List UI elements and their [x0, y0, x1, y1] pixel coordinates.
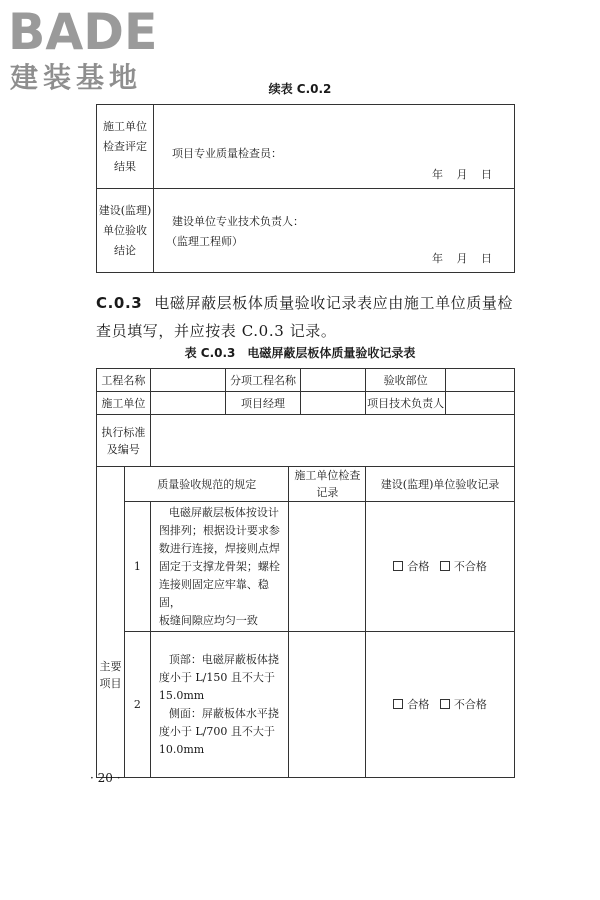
table-row	[97, 467, 515, 502]
clause-paragraph	[96, 289, 526, 345]
clause-line: 数进行连接，焊接则点焊	[158, 541, 280, 555]
label-line: 施工单位	[103, 119, 147, 133]
contractor-label: 施工单位	[97, 392, 151, 415]
main-items-label	[97, 467, 125, 778]
pass-label: 合格	[407, 560, 430, 573]
record-table	[96, 368, 515, 778]
caption-title: 电磁屏蔽层板体质量验收记录表	[247, 346, 416, 360]
item-clause	[150, 502, 289, 632]
clause-text: 电磁屏蔽层板体质量验收记录表应由施工单位质量检查员填写，并应按表 C.0.3 记录。	[96, 294, 514, 340]
contractor-record-column-header: 施工单位检查记录	[289, 467, 366, 502]
clause-line: 图排列；根据设计要求参	[158, 523, 280, 537]
sub-project-value	[301, 369, 366, 392]
label-line: 建设(监理)	[98, 203, 152, 217]
signer-sublabel: （监理工程师）	[166, 235, 243, 248]
clause-line: 板缝间隙应均匀一致	[158, 613, 258, 627]
contractor-value	[150, 392, 225, 415]
pass-label: 合格	[407, 698, 430, 711]
contractor-record-cell	[289, 502, 366, 632]
item-number: 1	[124, 502, 150, 632]
record-table-caption	[0, 344, 600, 361]
clause-line: 侧面：屏蔽板体水平挠	[168, 706, 279, 720]
group-label-line: 主要	[99, 659, 122, 673]
continued-table	[96, 104, 515, 273]
supervisor-result-cell	[366, 502, 515, 632]
acceptance-part-value	[446, 369, 515, 392]
fail-label: 不合格	[453, 560, 487, 573]
technical-lead-value	[446, 392, 515, 415]
table-row	[97, 189, 515, 273]
table-row	[97, 415, 515, 467]
label-line: 检查评定	[103, 139, 147, 153]
signer-label: 项目专业质量检查员：	[172, 147, 282, 160]
acceptance-part-label: 验收部位	[366, 369, 446, 392]
group-label-line: 项目	[99, 676, 122, 690]
caption-number: 表 C.0.3	[184, 346, 236, 360]
fail-checkbox[interactable]	[440, 699, 450, 709]
clause-number: C.0.3	[96, 294, 143, 312]
clause-line: 度小于 L/700 且不大于	[158, 724, 275, 738]
project-manager-value	[301, 392, 366, 415]
fail-checkbox[interactable]	[440, 561, 450, 571]
clause-line: 固定于支撑龙骨架；螺栓	[158, 559, 280, 573]
page-number: · 20 ·	[90, 771, 121, 785]
clause-line: 顶部：电磁屏蔽板体挠	[168, 652, 279, 666]
row-content	[154, 189, 515, 273]
label-line: 结论	[114, 243, 136, 257]
clause-line: 度小于 L/150 且不大于	[158, 670, 275, 684]
technical-lead-label: 项目技术负责人	[366, 392, 446, 415]
item-clause	[150, 632, 289, 778]
table-row	[97, 369, 515, 392]
table-row	[97, 392, 515, 415]
row-label	[97, 105, 154, 189]
standard-value	[150, 415, 514, 467]
supervisor-result-cell	[366, 632, 515, 778]
row-content	[154, 105, 515, 189]
contractor-record-cell	[289, 632, 366, 778]
table-row	[97, 502, 515, 632]
continued-table-caption: 续表 C.0.2	[268, 82, 332, 96]
pass-checkbox[interactable]	[393, 699, 403, 709]
table-row	[97, 105, 515, 189]
clause-line: 10.0mm	[158, 742, 205, 756]
spec-column-header: 质量验收规范的规定	[124, 467, 289, 502]
signer-label: 建设单位专业技术负责人：	[172, 215, 304, 228]
row-label	[97, 189, 154, 273]
project-manager-label: 项目经理	[225, 392, 301, 415]
pass-checkbox[interactable]	[393, 561, 403, 571]
project-name-label: 工程名称	[97, 369, 151, 392]
logo-latin-text: BADE	[8, 3, 158, 61]
item-number: 2	[124, 632, 150, 778]
standard-label	[97, 415, 151, 467]
clause-line: 连接则固定应牢靠、稳固，	[158, 577, 269, 609]
supervisor-record-column-header: 建设(监理)单位验收记录	[366, 467, 515, 502]
clause-line: 15.0mm	[158, 688, 205, 702]
standard-label-line: 及编号	[106, 442, 140, 456]
logo-cjk-text: 建装基地	[10, 61, 143, 94]
label-line: 结果	[114, 159, 136, 173]
date-label: 年 月 日	[432, 168, 492, 181]
label-line: 单位验收	[103, 223, 147, 237]
date-label: 年 月 日	[432, 252, 492, 265]
sub-project-label: 分项工程名称	[225, 369, 301, 392]
project-name-value	[150, 369, 225, 392]
table-row	[97, 632, 515, 778]
standard-label-line: 执行标准	[101, 425, 146, 439]
fail-label: 不合格	[453, 698, 487, 711]
clause-line: 电磁屏蔽层板体按设计	[168, 505, 279, 519]
